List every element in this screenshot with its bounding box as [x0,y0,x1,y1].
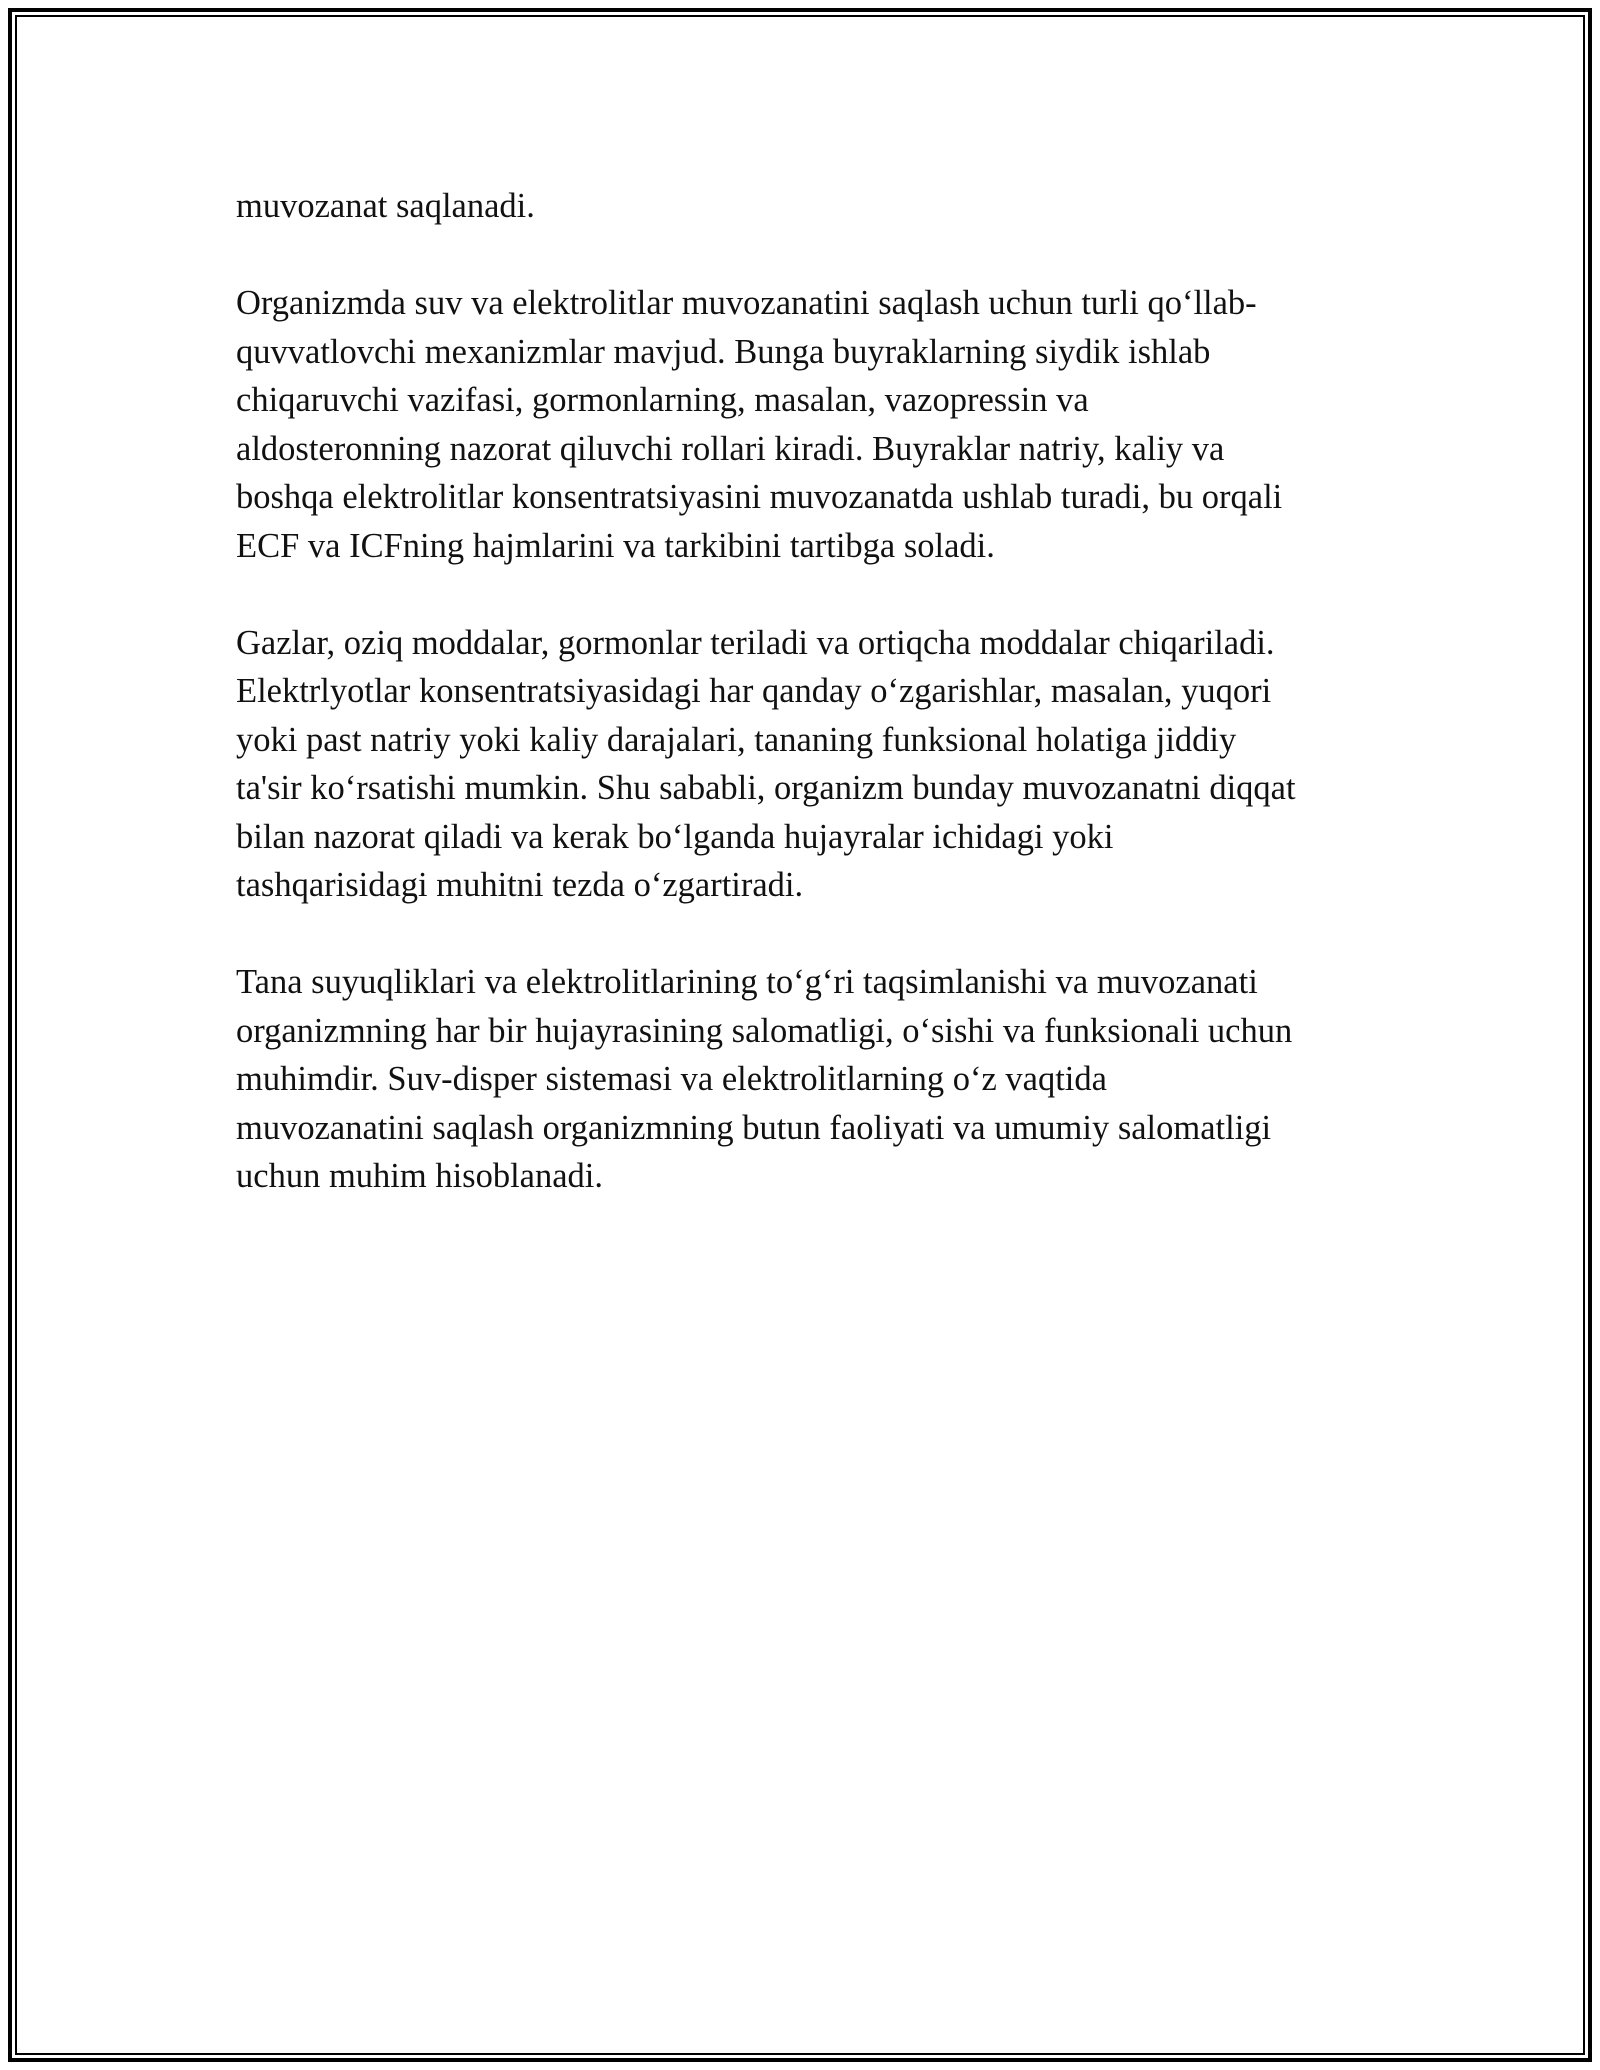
paragraph-4: Tana suyuqliklari va elektrolitlarining to‘g‘ri taqsimlanishi va muvozanati organizmning har bir hujayrasining salomatligi, o‘sishi va funksionali uchun muhimdir. Suv-disper sistemasi va elektrolitlarning o‘z vaqtida muvozanatini saqlash organizmning butun faoliyati va umumiy salomatligi uchun muhim hisoblanadi. [236,963,1293,1195]
document-body [236,182,1376,1249]
paragraph-2: Organizmda suv va elektrolitlar muvozanatini saqlash uchun turli qo‘llab- quvvatlovchi mexanizmlar mavjud. Bunga buyraklarning siydik ishlab chiqaruvchi vazifasi, gormonlarning, masalan, vazopressin va aldosteronning nazorat qiluvchi rollari kiradi. Buyraklar natriy, kaliy va boshqa elektrolitlar konsentratsiyasini muvozanatda ushlab turadi, bu orqali ECF va ICFning hajmlarini va tarkibini tartibga soladi. [236,284,1283,565]
paragraph-1: muvozanat saqlanadi. [236,187,535,225]
paragraph-3: Gazlar, oziq moddalar, gormonlar teriladi va ortiqcha moddalar chiqariladi. Elektrlyotlar konsentratsiyasidagi har qanday o‘zgarishlar, masalan, yuqori yoki past natriy yoki kaliy darajalari, tananing funksional holatiga jiddiy ta'sir ko‘rsatishi mumkin. Shu sababli, organizm bunday muvozanatni diqqat bilan nazorat qiladi va kerak bo‘lganda hujayralar ichidagi yoki tashqarisidagi muhitni tezda o‘zgartiradi. [236,623,1296,904]
